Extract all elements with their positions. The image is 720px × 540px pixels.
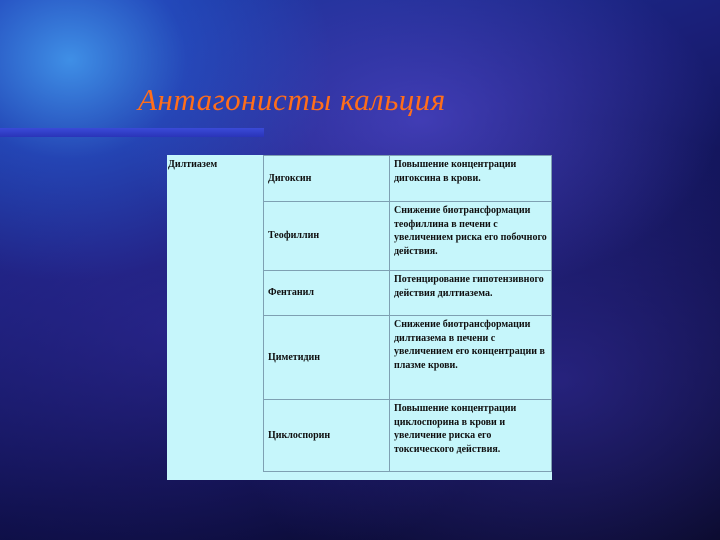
interacting-drug-cell: Циметидин [264,316,390,400]
interacting-drug-cell: Теофиллин [264,202,390,271]
interacting-drug-cell: Фентанил [264,271,390,316]
interacting-drug-cell: Дигоксин [264,156,390,202]
table-row [167,156,552,202]
effect-cell: Снижение биотрансформации теофиллина в печени с увеличением риска его побочного действия. [390,202,552,271]
interactions-table [167,155,552,472]
title-underline-bar [0,128,264,137]
effect-cell: Потенцирование гипотензивного действия дилтиазема. [390,271,552,316]
effect-cell: Повышение концентрации циклоспорина в крови и увеличение риска его токсического действия. [390,400,552,472]
interacting-drug-cell: Циклоспорин [264,400,390,472]
drug-cell: Дилтиазем [167,156,264,472]
effect-cell: Повышение концентрации дигоксина в крови. [390,156,552,202]
effect-cell: Снижение биотрансформации дилтиазема в печени с увеличением его концентрации в плазме крови. [390,316,552,400]
slide-title: Антагонисты кальция [138,82,446,117]
interactions-table-panel [167,155,552,480]
